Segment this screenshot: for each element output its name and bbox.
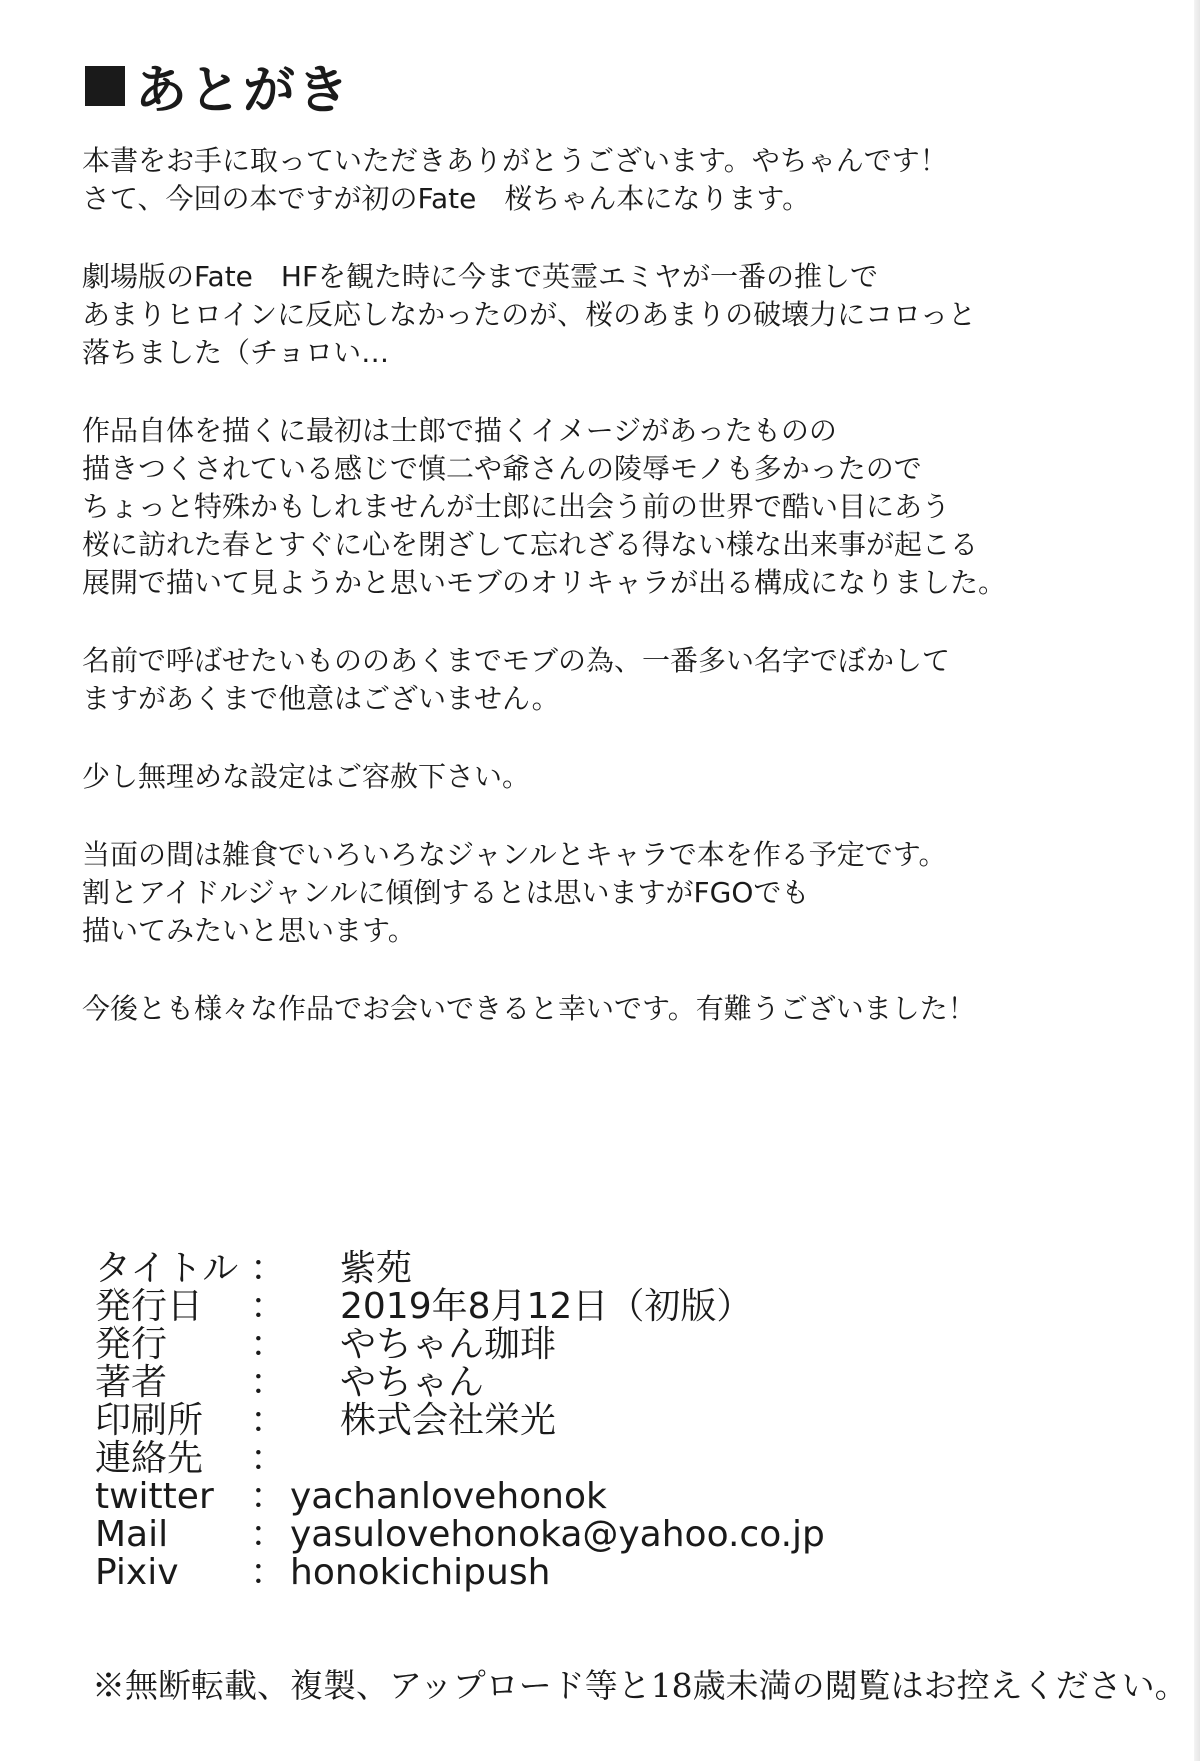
text-line: 劇場版のFate HFを観た時に今まで英霊エミヤが一番の推しで	[82, 260, 879, 293]
colophon-label: Pixiv	[95, 1552, 179, 1593]
paragraph	[82, 836, 1142, 950]
colophon-label: タイトル	[95, 1248, 239, 1289]
afterword-body	[82, 142, 1142, 1068]
afterword-title: あとがき	[135, 61, 352, 121]
colophon-contact-row	[95, 1440, 825, 1478]
colophon-separator: ：	[250, 1324, 287, 1365]
colophon-label: 発行日	[95, 1286, 204, 1327]
colophon-date-row	[95, 1288, 825, 1326]
colophon-label: 連絡先	[95, 1438, 204, 1479]
colophon-mail-row	[95, 1516, 825, 1554]
colophon-label: 著者	[95, 1362, 168, 1403]
text-line: 落ちました（チョロい…	[82, 336, 390, 369]
reproduction-notice: ※無断転載、複製、アップロード等と18歳未満の閲覧はお控えください。	[92, 1666, 1188, 1705]
text-line: さて、今回の本ですが初のFate 桜ちゃん本になります。	[82, 182, 811, 215]
colophon-publisher-value: やちゃん珈琲	[340, 1324, 557, 1365]
colophon-label: 印刷所	[95, 1400, 204, 1441]
colophon-author-value: やちゃん	[340, 1362, 485, 1403]
text-line: 少し無理めな設定はご容赦下さい。	[82, 760, 531, 793]
colophon-separator: ：	[250, 1552, 287, 1593]
colophon-printer-value: 株式会社栄光	[340, 1400, 557, 1441]
colophon-pixiv-row	[95, 1554, 825, 1592]
text-line: 割とアイドルジャンルに傾倒するとは思いますがFGOでも	[82, 876, 810, 909]
text-line: 桜に訪れた春とすぐに心を閉ざして忘れざる得ない様な出来事が起こる	[82, 528, 979, 561]
colophon-label: Mail	[95, 1514, 169, 1555]
colophon-twitter-row	[95, 1478, 825, 1516]
text-line: 展開で描いて見ようかと思いモブのオリキャラが出る構成になりました。	[82, 566, 1007, 599]
text-line: 作品自体を描くに最初は士郎で描くイメージがあったものの	[82, 414, 837, 447]
paragraph	[82, 758, 1142, 796]
colophon-label: 発行	[95, 1324, 168, 1365]
colophon-title-value: 紫苑	[340, 1248, 413, 1289]
paragraph	[82, 142, 1142, 218]
colophon-separator: ：	[250, 1476, 287, 1517]
colophon-title-row	[95, 1250, 825, 1288]
text-line: ちょっと特殊かもしれませんが士郎に出会う前の世界で酷い目にあう	[82, 490, 951, 523]
text-line: 今後とも様々な作品でお会いできると幸いです。有難うございました！	[82, 992, 976, 1025]
paragraph	[82, 412, 1142, 602]
afterword-heading	[85, 48, 351, 123]
colophon-separator: ：	[250, 1514, 287, 1555]
text-line: ますがあくまで他意はございません。	[82, 682, 560, 715]
text-line: 本書をお手に取っていただきありがとうございます。やちゃんです！	[82, 144, 948, 177]
colophon-separator: ：	[250, 1362, 287, 1403]
colophon-pixiv-value: honokichipush	[290, 1552, 551, 1593]
colophon	[95, 1250, 825, 1592]
text-line: 描きつくされている感じで慎二や爺さんの陵辱モノも多かったので	[82, 452, 922, 485]
colophon-label: twitter	[95, 1476, 214, 1517]
colophon-printer-row	[95, 1402, 825, 1440]
paragraph	[82, 258, 1142, 372]
colophon-separator: ：	[250, 1286, 287, 1327]
colophon-mail-value: yasulovehonoka@yahoo.co.jp	[290, 1514, 825, 1555]
colophon-date-value: 2019年8月12日（初版）	[340, 1286, 753, 1327]
text-line: 当面の間は雑食でいろいろなジャンルとキャラで本を作る予定です。	[82, 838, 947, 871]
text-line: 描いてみたいと思います。	[82, 914, 416, 947]
paragraph	[82, 990, 1142, 1028]
paragraph	[82, 642, 1142, 718]
page-edge	[1194, 0, 1200, 1761]
black-square-icon	[85, 66, 125, 106]
colophon-separator: ：	[250, 1248, 287, 1289]
text-line: あまりヒロインに反応しなかったのが、桜のあまりの破壊力にコロっと	[82, 298, 977, 331]
colophon-author-row	[95, 1364, 825, 1402]
colophon-publisher-row	[95, 1326, 825, 1364]
colophon-separator: ：	[250, 1438, 287, 1479]
colophon-separator: ：	[250, 1400, 287, 1441]
colophon-twitter-value: yachanlovehonok	[290, 1476, 607, 1517]
text-line: 名前で呼ばせたいもののあくまでモブの為、一番多い名字でぼかして	[82, 644, 951, 677]
